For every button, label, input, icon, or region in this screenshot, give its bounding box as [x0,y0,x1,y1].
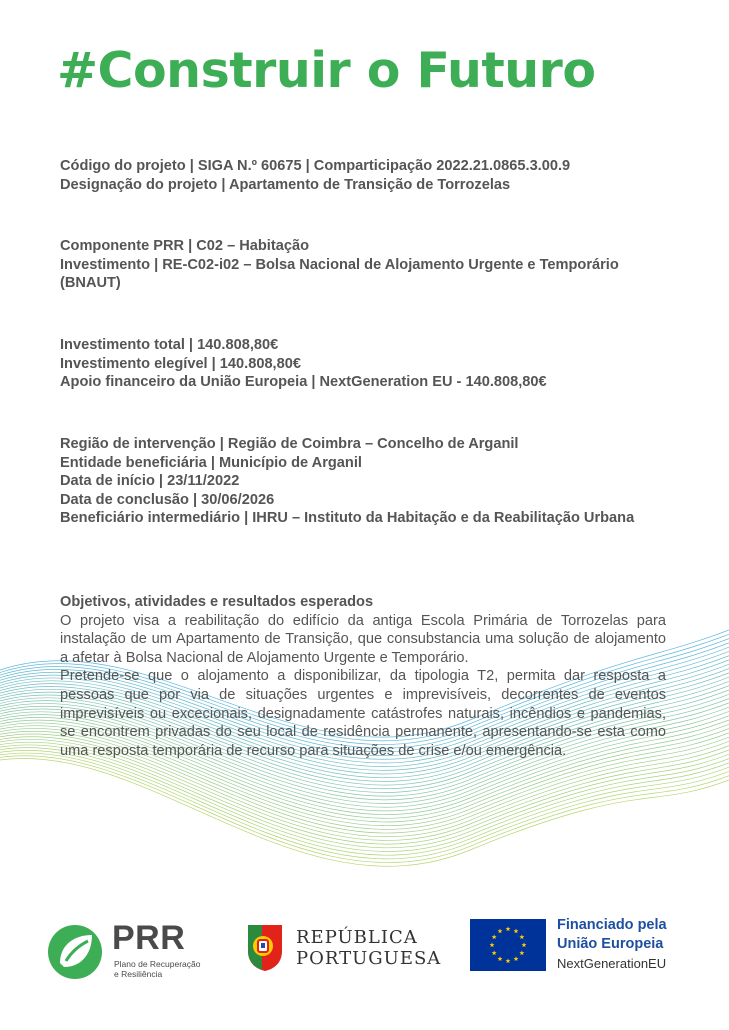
eu-line-1: Financiado pela [557,917,667,933]
eu-support: Apoio financeiro da União Europeia | NextGeneration EU - 140.808,80€ [60,374,547,391]
project-code: Código do projeto | SIGA N.º 60675 | Comparticipação 2022.21.0865.3.00.9 [60,158,571,174]
total-investment: Investimento total | 140.808,80€ [60,337,279,353]
eu-funding-text [557,916,667,973]
portugal-logo-text [296,927,441,969]
eu-line-2: União Europeia [557,936,664,952]
component-info [60,237,666,293]
prr-logo-subtitle [114,959,200,979]
eu-flag-icon [470,919,546,971]
eu-line-3: NextGenerationEU [557,956,667,971]
prr-subtitle-line-2: e Resiliência [114,969,163,979]
beneficiary-entity: Entidade beneficiária | Município de Arganil [60,454,362,471]
page-title: #Construir o Futuro [57,42,596,99]
intermediary-beneficiary: Beneficiário intermediário | IHRU – Instituto da Habitação e da Reabilitação Urbana [60,510,635,527]
prr-component: Componente PRR | C02 – Habitação [60,238,309,254]
prr-subtitle-line-1: Plano de Recuperação [114,959,201,969]
objectives-heading: Objetivos, atividades e resultados esperados [60,594,374,610]
project-designation: Designação do projeto | Apartamento de Transição de Torrozelas [60,176,511,193]
project-info [60,157,666,194]
prr-logo-text: PRR [112,919,186,957]
prr-leaf-icon [46,923,104,981]
funding-logos [0,915,729,985]
portugal-shield-icon [244,921,286,973]
objectives-paragraph-1: O projeto visa a reabilitação do edifício da antiga Escola Primária de Torrozelas para instalação de um Apartamento de Transição, que consubstancia uma solução de alojamento a afetar à Bolsa Nacional de Alojamento Urgente e Temporário. [60,612,666,666]
objectives-section [60,593,666,760]
objectives-paragraph-2: Pretende-se que o alojamento a disponibilizar, da tipologia T2, permita dar resposta a pessoas que por via de situações urgentes e imprevisíveis, decorrentes de eventos imprevisíveis ou excecionais, designadamente catástrofes naturais, incêndios e pandemias, se encontrem privadas do seu local de residência permanente, apresentando-se esta como uma resposta temporária de recurso para situações de crise e/ou emergência. [60,668,666,759]
end-date: Data de conclusão | 30/06/2026 [60,491,275,508]
investment-line: Investimento | RE-C02-i02 – Bolsa Nacional de Alojamento Urgente e Temporário (BNAUT) [60,256,619,292]
rp-line-1: REPÚBLICA [296,927,418,948]
rp-line-2: PORTUGUESA [296,948,442,969]
eligible-investment: Investimento elegível | 140.808,80€ [60,355,301,372]
project-details [60,435,666,528]
finance-info [60,336,666,392]
start-date: Data de início | 23/11/2022 [60,473,240,490]
intervention-region: Região de intervenção | Região de Coimbra – Concelho de Arganil [60,436,519,452]
